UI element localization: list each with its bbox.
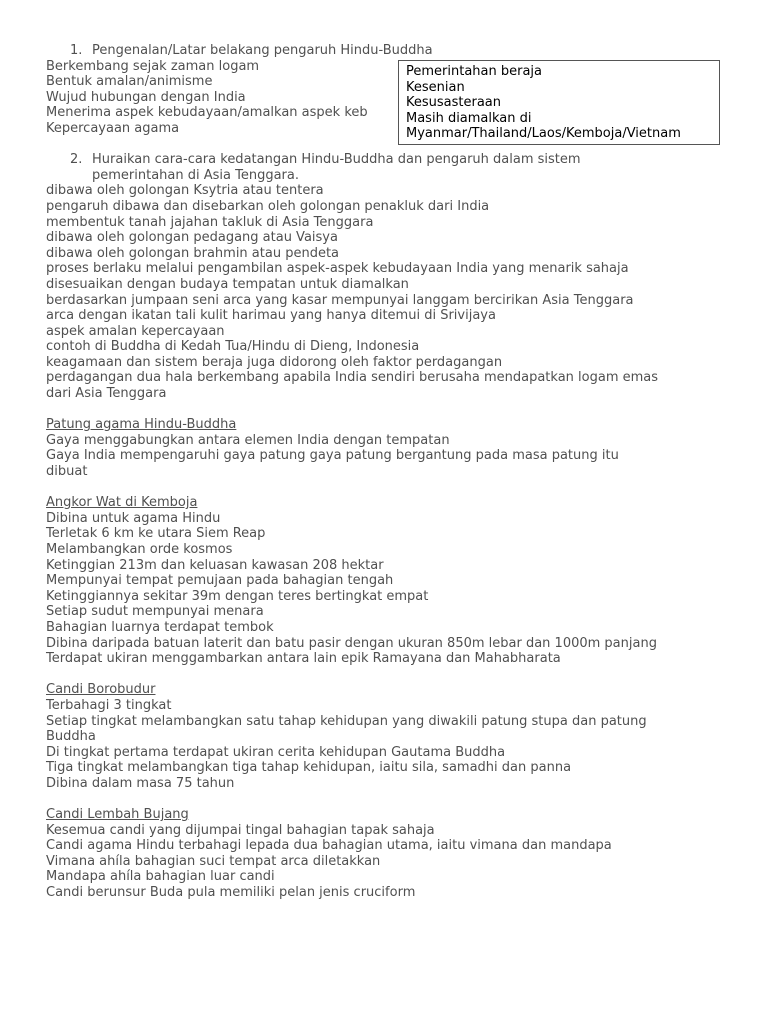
text-line: Bentuk amalan/animisme [46, 74, 213, 90]
text-line: Terletak 6 km ke utara Siem Reap [46, 526, 266, 542]
text-line: Mandapa ahíla bahagian luar candi [46, 869, 275, 885]
text-line: Dibina untuk agama Hindu [46, 510, 221, 526]
section-heading: Angkor Wat di Kemboja [46, 495, 198, 511]
text-line: contoh di Buddha di Kedah Tua/Hindu di Dieng, Indonesia [46, 339, 420, 355]
text-line: Gaya India mempengaruhi gaya patung gaya patung bergantung pada masa patung itu [46, 448, 619, 464]
text-line: Candi berunsur Buda pula memiliki pelan jenis cruciform [46, 885, 416, 901]
text-line: Candi agama Hindu terbahagi lepada dua bahagian utama, iaitu vimana dan mandapa [46, 838, 612, 854]
text-line: Di tingkat pertama terdapat ukiran cerita kehidupan Gautama Buddha [46, 744, 506, 760]
section-title: Pengenalan/Latar belakang pengaruh Hindu-Buddha [92, 43, 433, 58]
text-line: Setiap tingkat melambangkan satu tahap kehidupan yang diwakili patung stupa dan patung [46, 713, 647, 729]
text-line: Setiap sudut mempunyai menara [46, 604, 264, 620]
section-title: Huraikan cara-cara kedatangan Hindu-Buddha dan pengaruh dalam sistem [92, 152, 581, 168]
text-line: Mempunyai tempat pemujaan pada bahagian tengah [46, 573, 394, 589]
text-line: Terdapat ukiran menggambarkan antara lain epik Ramayana dan Mahabharata [46, 651, 561, 667]
text-line: Menerima aspek kebudayaan/amalkan aspek keb [46, 105, 368, 121]
text-line: dibuat [46, 464, 88, 480]
text-line: Gaya menggabungkan antara elemen India dengan tempatan [46, 432, 450, 448]
text-line: Vimana ahíla bahagian suci tempat arca diletakkan [46, 853, 381, 869]
box-line: Myanmar/Thailand/Laos/Kemboja/Vietnam [406, 126, 681, 142]
text-line: Dibina dalam masa 75 tahun [46, 775, 235, 791]
section-heading: Patung agama Hindu-Buddha [46, 417, 237, 433]
text-line: aspek amalan kepercayaan [46, 323, 225, 339]
box-line: Masih diamalkan di [406, 110, 532, 126]
section-title-continued: pemerintahan di Asia Tenggara. [92, 167, 300, 183]
text-line: Kepercayaan agama [46, 120, 180, 136]
text-line: Tiga tingkat melambangkan tiga tahap kehidupan, iaitu sila, samadhi dan panna [46, 760, 572, 776]
text-line: proses berlaku melalui pengambilan aspek-aspek kebudayaan India yang menarik sahaja [46, 261, 629, 277]
section-1-title [46, 43, 736, 59]
list-number: 2. [70, 152, 83, 168]
text-line: dibawa oleh golongan pedagang atau Vaisya [46, 230, 338, 246]
text-line: disesuaikan dengan budaya tempatan untuk diamalkan [46, 276, 409, 292]
section-heading: Candi Borobudur [46, 682, 156, 698]
box-line: Kesusasteraan [406, 95, 502, 111]
text-line: dibawa oleh golongan brahmin atau pendeta [46, 245, 340, 261]
text-line: Terbahagi 3 tingkat [46, 697, 172, 713]
text-line: dibawa oleh golongan Ksytria atau tentera [46, 183, 324, 199]
text-line: keagamaan dan sistem beraja juga didorong oleh faktor perdagangan [46, 354, 503, 370]
text-line: Bahagian luarnya terdapat tembok [46, 619, 274, 635]
text-line: Buddha [46, 729, 96, 745]
text-line: dari Asia Tenggara [46, 386, 167, 402]
text-line: arca dengan ikatan tali kulit harimau yang hanya ditemui di Srivijaya [46, 308, 496, 324]
text-line: Ketinggian 213m dan keluasan kawasan 208 hektar [46, 557, 384, 573]
box-line: Kesenian [406, 79, 465, 95]
text-line: pengaruh dibawa dan disebarkan oleh golongan penakluk dari India [46, 198, 490, 214]
list-number: 1. [70, 43, 83, 58]
text-line: Wujud hubungan dengan India [46, 89, 246, 105]
text-line: Kesemua candi yang dijumpai tingal bahagian tapak sahaja [46, 822, 435, 838]
text-line: Berkembang sejak zaman logam [46, 58, 260, 74]
text-line: Dibina daripada batuan laterit dan batu pasir dengan ukuran 850m lebar dan 1000m panjang [46, 635, 657, 651]
text-line: perdagangan dua hala berkembang apabila India sendiri berusaha mendapatkan logam emas [46, 370, 659, 386]
text-line: Melambangkan orde kosmos [46, 542, 233, 557]
document-page [46, 43, 736, 901]
text-line: membentuk tanah jajahan takluk di Asia Tenggara [46, 214, 374, 230]
text-line: berdasarkan jumpaan seni arca yang kasar mempunyai langgam bercirikan Asia Tenggara [46, 292, 634, 308]
section-2-title [46, 152, 736, 183]
box-line: Pemerintahan beraja [406, 64, 543, 79]
text-line: Ketinggiannya sekitar 39m dengan teres bertingkat empat [46, 588, 429, 604]
section-heading: Candi Lembah Bujang [46, 807, 189, 823]
text-box [398, 60, 720, 145]
